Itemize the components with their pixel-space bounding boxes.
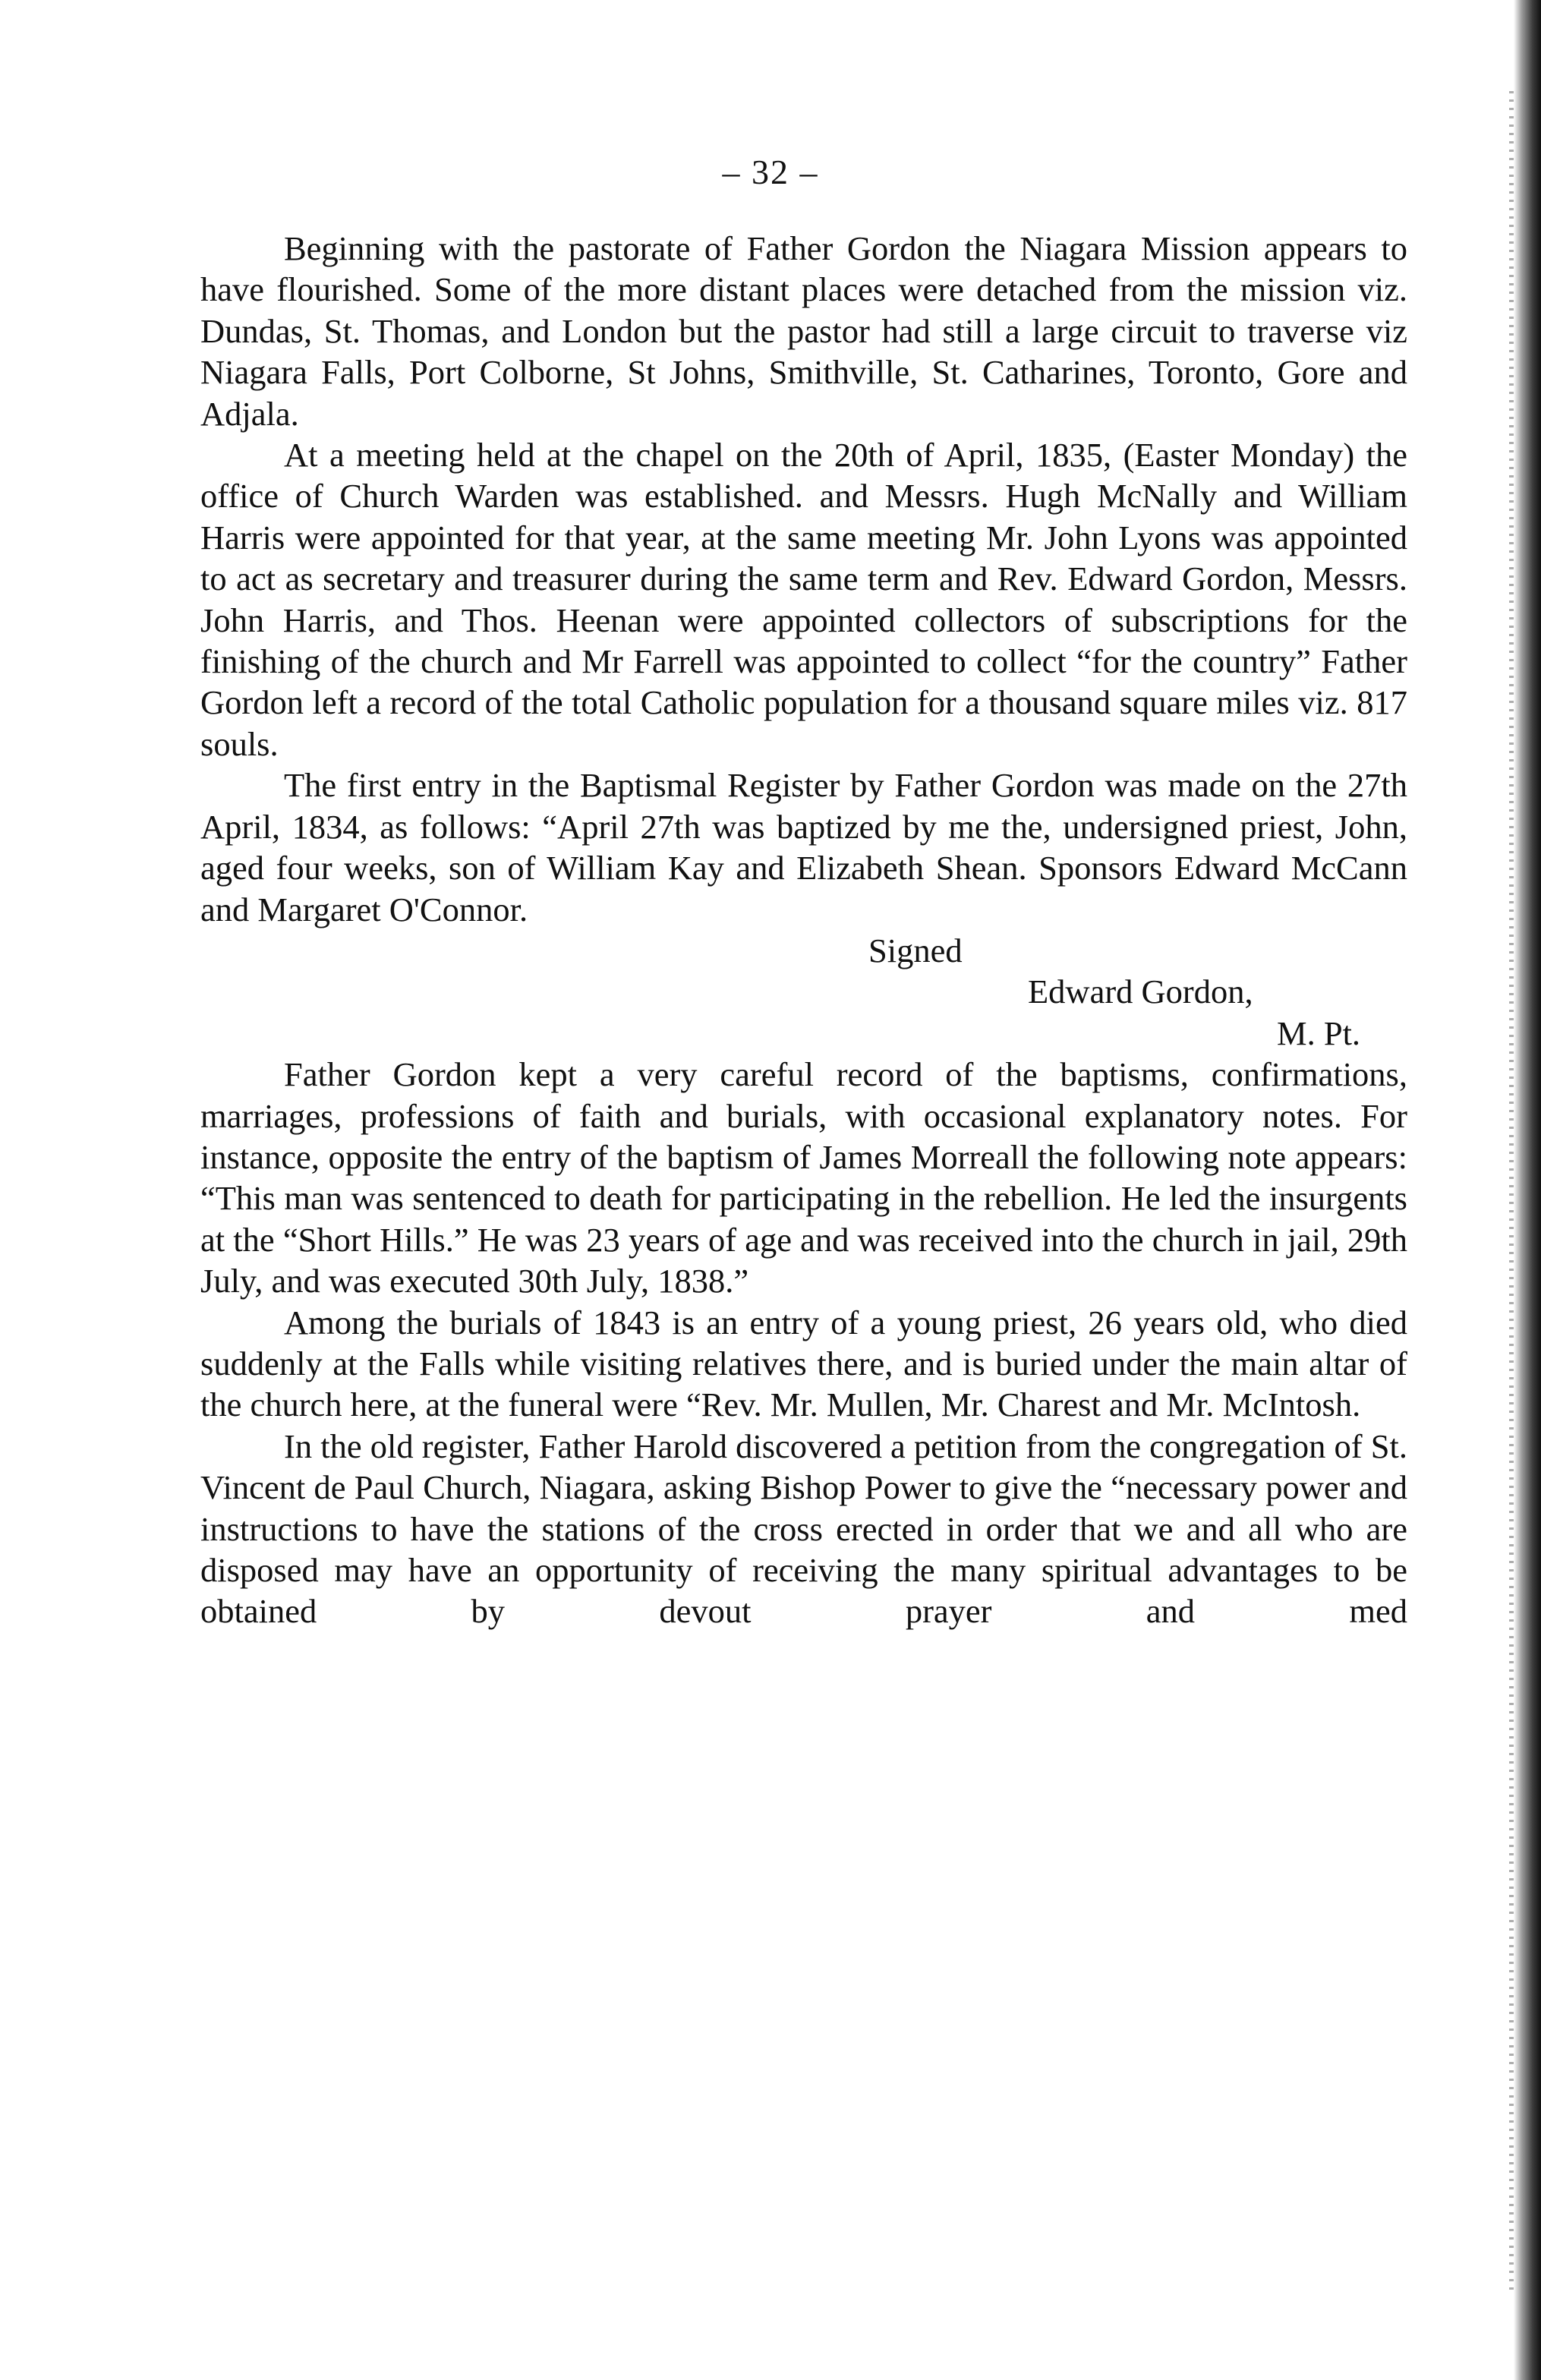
- signature-name: Edward Gordon,: [1028, 972, 1253, 1011]
- paragraph: Beginning with the pastorate of Father Gordon the Niagara Mission appears to have flourished. Some of the more distant places were detached from the mission viz. Dundas, St. Thomas, and London but the pastor had still a large circuit to traverse viz Niagara Falls, Port Colborne, St Johns, Smithville, St. Catharines, Toronto, Gore and Adjala.: [200, 229, 1407, 433]
- scan-border: [1514, 0, 1541, 2380]
- paragraph: At a meeting held at the chapel on the 20th of April, 1835, (Easter Monday) the office of Church Warden was established. and Messrs. Hugh McNally and William Harris were appointed for that year, at the same meeting Mr. John Lyons was appointed to act as secretary and treasurer during the same term and Rev. Edward Gordon, Messrs. John Harris, and Thos. Heenan were appointed collectors of subscriptions for the finishing of the church and Mr Farrell was appointed to collect “for the country” Father Gordon left a record of the total Catholic population for a thousand square miles viz. 817 souls.: [200, 436, 1407, 763]
- body-text: [200, 228, 1407, 1632]
- paragraph: In the old register, Father Harold discovered a petition from the congregation of St. Vincent de Paul Church, Niagara, asking Bishop Power to give the “necessary power and instructions to have the stations of the cross erected in order that we and all who are disposed may have an opportunity of receiving the many spiritual advantages to be obtained by devout prayer and med: [200, 1426, 1407, 1631]
- signature-signed-label: Signed: [868, 931, 963, 969]
- page-number: – 32 –: [722, 153, 819, 191]
- paragraph: Father Gordon kept a very careful record of the baptisms, confirmations, marriages, professions of faith and burials, with occasional explanatory notes. For instance, opposite the entry of the baptism of James Morreall the following note appears: “This man was sentenced to death for participating in the rebellion. He led the insurgents at the “Short Hills.” He was 23 years of age and was received into the church in jail, 29th July, and was executed 30th July, 1838.”: [200, 1055, 1407, 1300]
- paragraph: Among the burials of 1843 is an entry of a young priest, 26 years old, who died suddenly at the Falls while visiting relatives there, and is buried under the main altar of the church here, at the funeral were “Rev. Mr. Mullen, Mr. Charest and Mr. McIntosh.: [200, 1303, 1407, 1424]
- signature-title: M. Pt.: [1277, 1013, 1361, 1052]
- paragraph: The first entry in the Baptismal Register by Father Gordon was made on the 27th April, 1834, as follows: “April 27th was baptized by me the, undersigned priest, John, aged four weeks, son of William Kay and Elizabeth Shean. Sponsors Edward McCann and Margaret O'Connor.: [200, 766, 1407, 928]
- signature-block: [200, 930, 1407, 1054]
